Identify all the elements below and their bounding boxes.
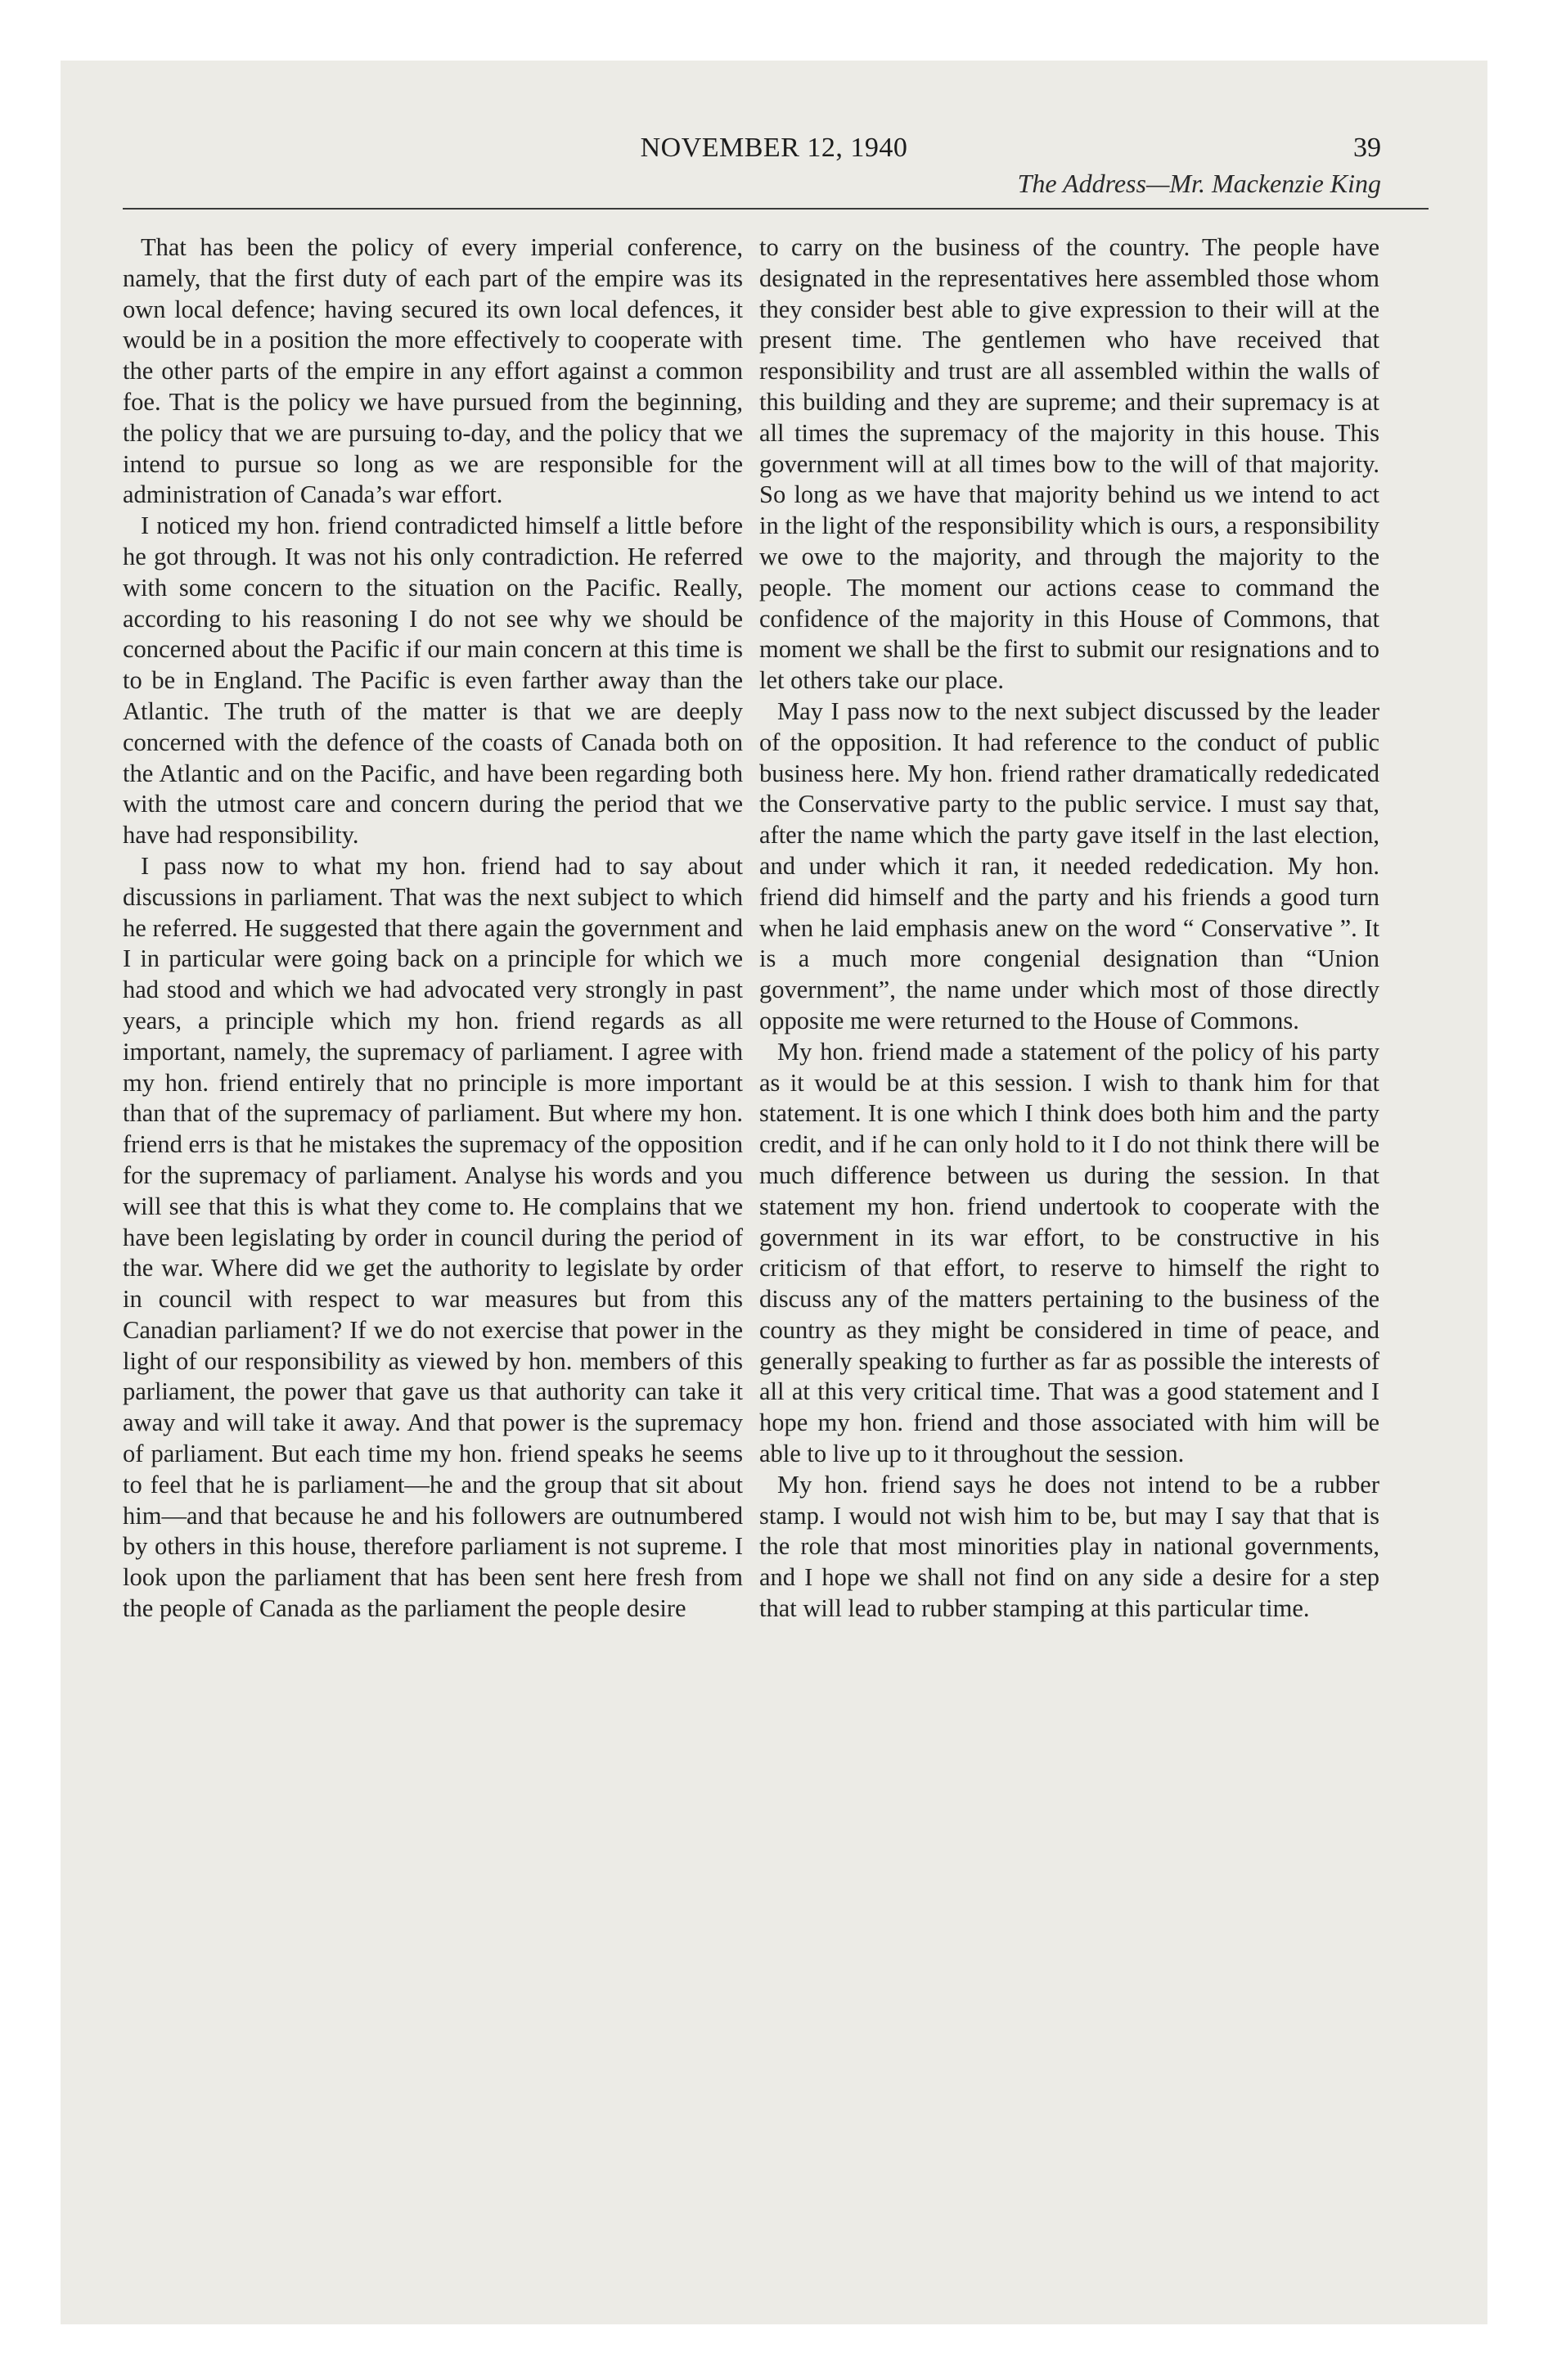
running-title: The Address—Mr. Mackenzie King xyxy=(1017,169,1381,198)
page-header xyxy=(61,133,1487,214)
paragraph: May I pass now to the next subject discussed by the leader of the opposition. It had reference to the conduct of public business here. My hon. friend rather dramatically rededicated the Conservative party to the public service. I must say that, after the name which the party gave itself in the last election, and under which it ran, it needed rededication. My hon. friend did himself and the party and his friends a good turn when he laid emphasis anew on the word “ Conservative ”. It is a much more congenial designation than “Union government”, the name under which most of those directly opposite me were returned to the House of Commons. xyxy=(759,696,1379,1034)
paragraph: My hon. friend made a statement of the policy of his party as it would be at this session. I wish to thank him for that statement. It is one which I think does both him and the party credit, and if he can only hold to it I do not think there will be much difference between us during the session. In that statement my hon. friend undertook to cooperate with the government in its war effort, to be constructive in his criticism of that effort, to reserve to himself the right to discuss any of the matters pertaining to the business of the country as they might be considered in time of peace, and generally speaking to further as far as possible the interests of all at this very critical time. That was a good statement and I hope my hon. friend and those associated with him will be able to live up to it throughout the session. xyxy=(759,1037,1379,1468)
header-date: NOVEMBER 12, 1940 xyxy=(640,133,908,163)
header-rule xyxy=(123,208,1429,210)
paragraph: That has been the policy of every imperial conference, namely, that the first duty of each part of the empire was its own local defence; having secured its own local defences, it would be in a position the more effectively to cooperate with the other parts of the empire in any effort against a common foe. That is the policy we have pursued from the beginning, the policy that we are pursuing to-day, and the policy that we intend to pursue so long as we are responsible for the administration of Canada’s war effort. xyxy=(123,233,743,509)
paragraph: I pass now to what my hon. friend had to say about discussions in parliament. That was the next subject to which he referred. He suggested that there again the government and I in particular were going back on a principle for which we had stood and which we had advocated very strongly in past years, a principle which my hon. friend regards as all important, namely, the supremacy of parliament. I agree with my hon. friend entirely that no principle is more important than that of the supremacy of parliament. But where my hon. friend errs is that he mistakes the supremacy of the opposition for the supremacy of parliament. Analyse his words and you will see that this is what they come to. He complains that we have been legislating by order in council during the period of the war. Where did we get the authority to legislate by order in council with respect to war measures but from this Canadian parliament? If we do not exercise that power in the light of our responsibility as viewed by hon. members of this parliament, the power that gave us that authority can take it away and will take it away. And that power is the supremacy of parliament. But each time my hon. friend speaks he seems to feel that he is parliament—he and the group that sit about him—and that because he and his followers are outnumbered by others in this house, therefore parliament is not supreme. I look upon the parliament that has been sent here fresh from the people of Canada as the parliament the people desire xyxy=(123,851,743,1623)
paragraph: to carry on the business of the country. The people have designated in the representatives here assembled those whom they consider best able to give expression to their will at the present time. The gentlemen who have received that responsibility and trust are all assembled within the walls of this building and they are supreme; and their supremacy is at all times the supremacy of the majority in this house. This government will at all times bow to the will of that majority. So long as we have that majority behind us we intend to act in the light of the responsibility which is ours, a responsibility we owe to the majority, and through the majority to the people. The moment our actions cease to command the confidence of the majority in this House of Commons, that moment we shall be the first to submit our resignations and to let others take our place. xyxy=(759,233,1379,695)
left-column xyxy=(123,232,743,1625)
paragraph: I noticed my hon. friend contradicted himself a little before he got through. It was not his only contradiction. He referred with some concern to the situation on the Pacific. Really, according to his reasoning I do not see why we should be concerned about the Pacific if our main concern at this time is to be in England. The Pacific is even farther away than the Atlantic. The truth of the matter is that we are deeply concerned with the defence of the coasts of Canada both on the Atlantic and on the Pacific, and have been regarding both with the utmost care and concern during the period that we have had responsibility. xyxy=(123,512,743,850)
paragraph: My hon. friend says he does not intend to be a rubber stamp. I would not wish him to be, but may I say that that is the role that most minorities play in national governments, and I hope we shall not find on any side a desire for a step that will lead to rubber stamping at this particular time. xyxy=(759,1470,1379,1623)
document-page xyxy=(61,61,1487,2324)
right-column xyxy=(759,232,1379,1625)
page-number: 39 xyxy=(1353,133,1381,163)
